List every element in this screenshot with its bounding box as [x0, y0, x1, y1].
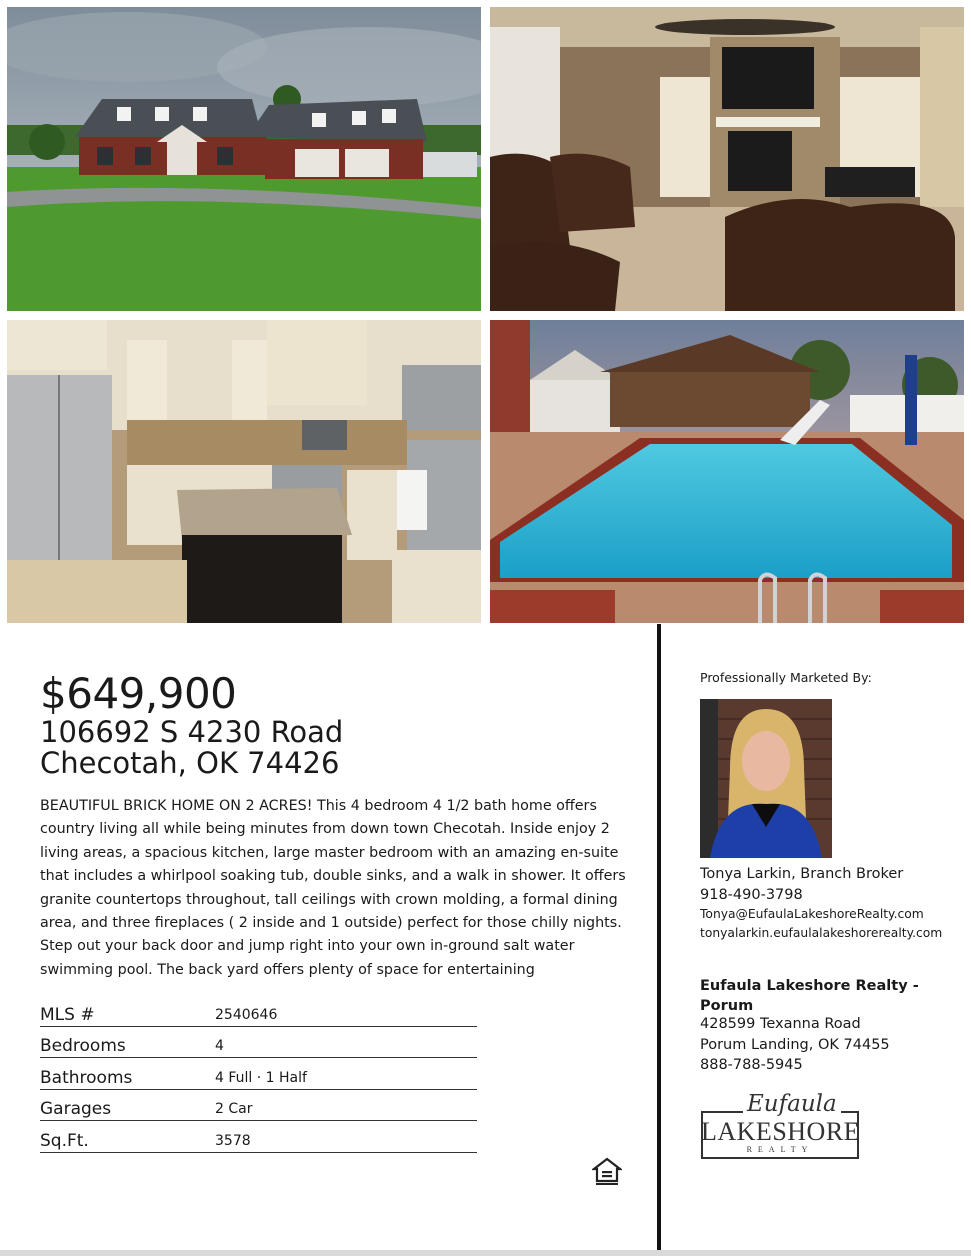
fact-label: MLS #	[40, 1004, 95, 1025]
photo-house-exterior	[7, 7, 481, 311]
office-address-line-2: Porum Landing, OK 74455	[700, 1037, 890, 1053]
address-line-1: 106692 S 4230 Road	[40, 715, 344, 749]
fact-label: Garages	[40, 1099, 112, 1119]
listing-address	[40, 717, 343, 779]
fact-label: Sq.Ft.	[40, 1130, 89, 1151]
office-name: Eufaula Lakeshore Realty - Porum	[700, 978, 919, 1014]
agent-phone[interactable]: 918-490-3798	[700, 887, 803, 903]
logo-script-text: Eufaula	[743, 1091, 841, 1117]
logo-sub-text: REALTY	[746, 1145, 814, 1154]
photo-kitchen	[7, 320, 481, 623]
agent-email[interactable]: Tonya@EufaulaLakeshoreRealty.com	[700, 907, 924, 921]
address-line-2: Checotah, OK 74426	[40, 746, 340, 780]
fact-label: Bathrooms	[40, 1067, 133, 1088]
listing-price: $649,900	[40, 669, 237, 718]
property-facts-table	[40, 995, 477, 1153]
fact-row-garages	[40, 1090, 477, 1122]
equal-housing-icon	[592, 1157, 622, 1187]
fact-label: Bedrooms	[40, 1036, 126, 1056]
agent-name: Tonya Larkin, Branch Broker	[700, 866, 904, 882]
photo-living-room	[490, 7, 964, 311]
fact-row-bedrooms	[40, 1027, 477, 1059]
fact-row-mls	[40, 995, 477, 1027]
fact-row-bathrooms	[40, 1058, 477, 1090]
office-phone[interactable]: 888-788-5945	[700, 1057, 803, 1073]
fact-value: 4	[215, 1038, 224, 1054]
marketed-by-label: Professionally Marketed By:	[700, 670, 872, 685]
column-divider	[657, 624, 661, 1252]
listing-description: BEAUTIFUL BRICK HOME ON 2 ACRES! This 4 bedroom 4 1/2 bath home offers country living all while being minutes from down town Checotah. Inside enjoy 2 living areas, a spacious kitchen, large master bedroom with an amazing en-suite that includes a whirlpool soaking tub, double sinks, and a walk in shower. It offers granite countertops throughout, tall ceilings with crown molding, a formal dining area, and three fireplaces ( 2 inside and 1 outside) perfect for those chilly nights. Step out your back door and jump right into your own in-ground salt water swimming pool. The back yard offers plenty of space for entertaining	[40, 798, 626, 978]
office-address-line-1: 428599 Texanna Road	[700, 1016, 861, 1032]
fact-value: 4 Full · 1 Half	[215, 1069, 307, 1086]
brokerage-logo	[701, 1091, 861, 1161]
photo-pool	[490, 320, 964, 623]
fact-row-sqft	[40, 1121, 477, 1153]
fact-value: 2 Car	[215, 1101, 253, 1117]
agent-photo	[700, 699, 832, 858]
fact-value: 3578	[215, 1132, 251, 1149]
footer-rule	[0, 1250, 971, 1256]
logo-main-text: LAKESHORE	[701, 1117, 861, 1146]
fact-value: 2540646	[215, 1006, 278, 1023]
agent-website[interactable]: tonyalarkin.eufaulalakeshorerealty.com	[700, 926, 943, 940]
